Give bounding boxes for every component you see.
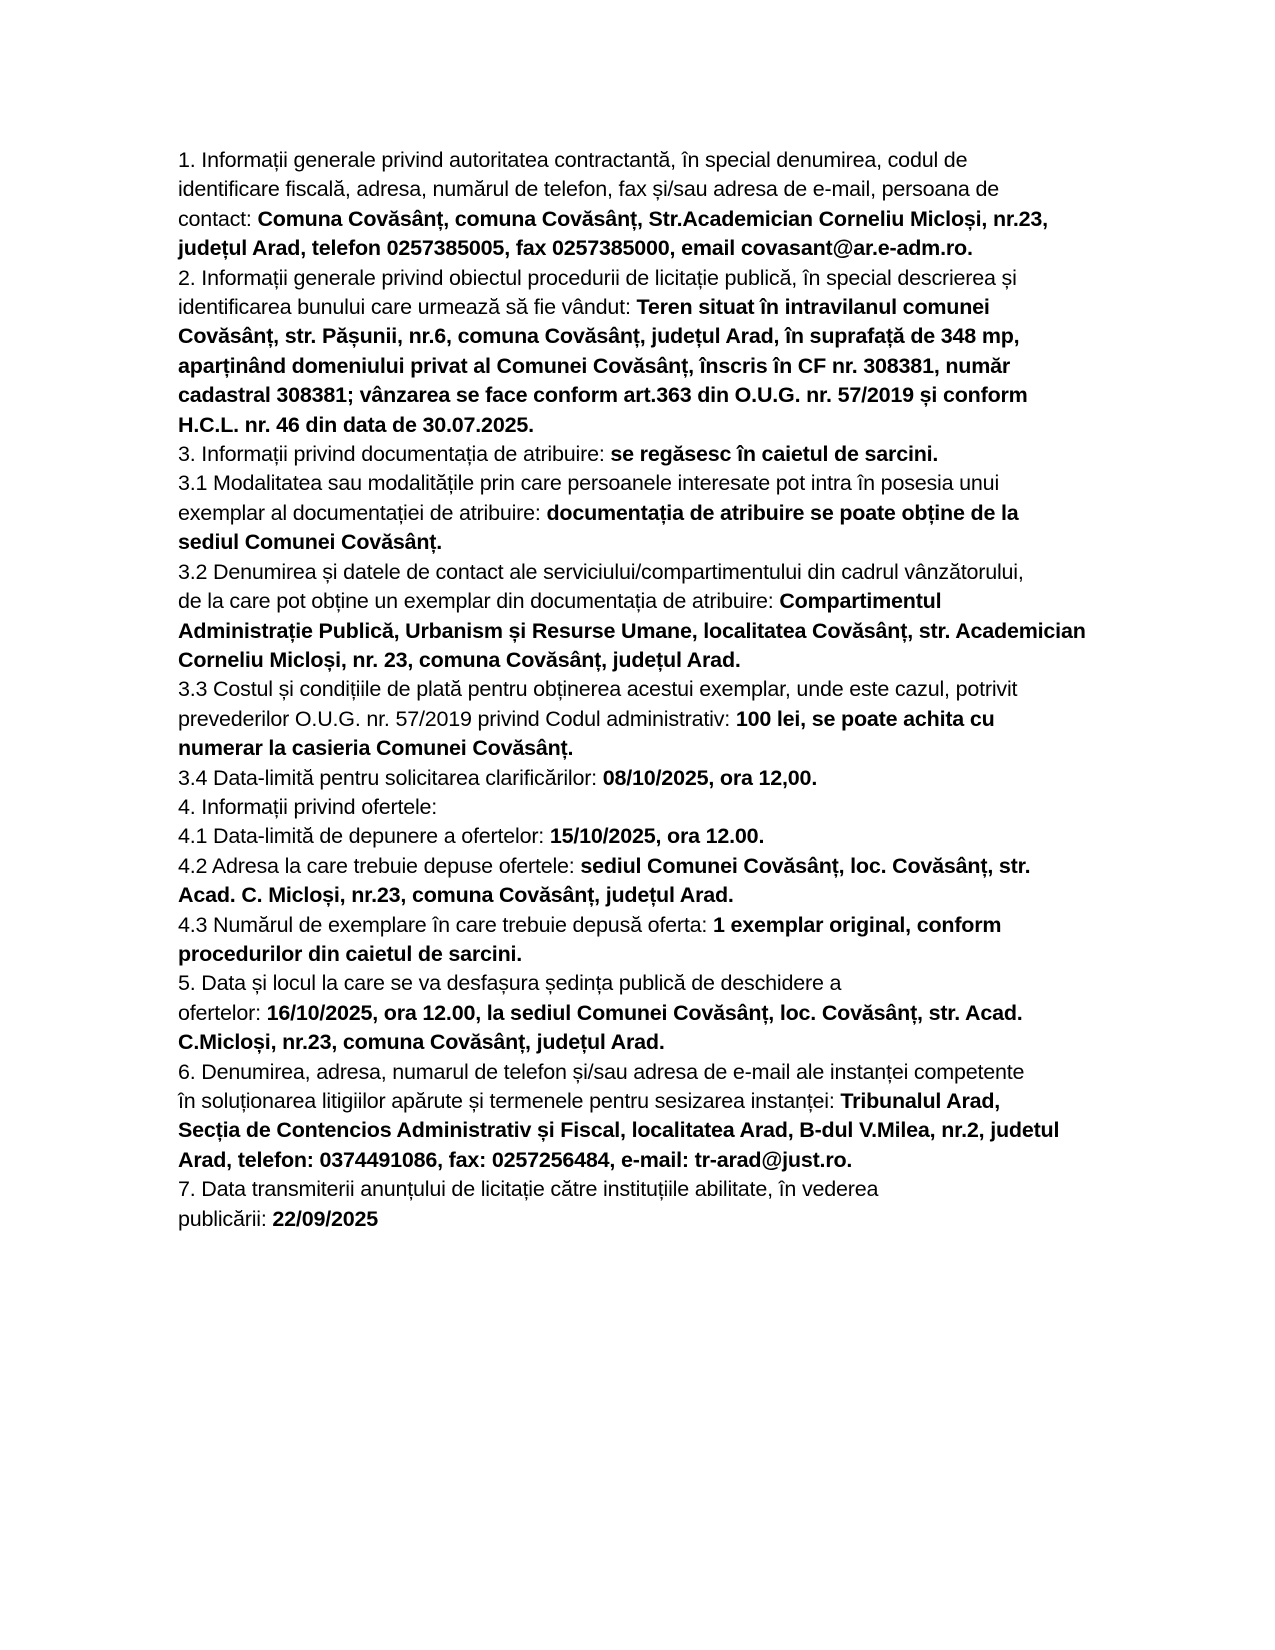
text-run: 6. Denumirea, adresa, numarul de telefon și/sau adresa de e-mail ale instanței competente [178,1059,1025,1084]
text-run: 15/10/2025, ora 12.00. [549,824,765,849]
text-run: identificarea bunului care urmează să fie vândut: [178,295,637,320]
text-line [178,793,1138,822]
text-line [178,999,1138,1028]
text-run: se regăsesc în caietul de sarcini. [610,442,939,467]
text-run: 4. Informații privind ofertele: [178,794,438,819]
text-line [178,352,1138,381]
text-run: prevederilor O.U.G. nr. 57/2019 privind Codul administrativ: [178,706,736,731]
text-run: numerar la casieria Comunei Covăsânț. [178,736,574,761]
text-run: 1 exemplar original, conform [712,912,1002,937]
text-run: 4.3 Numărul de exemplare în care trebuie depusă oferta: [178,912,713,937]
text-run: 3.4 Data-limită pentru solicitarea clarificărilor: [178,765,603,790]
text-line [178,969,1138,998]
text-run: aparținând domeniului privat al Comunei Covăsânț, înscris în CF nr. 308381, număr [178,353,1011,378]
text-line [178,764,1138,793]
text-line [178,528,1138,557]
text-line [178,617,1138,646]
text-run: Arad, telefon: 0374491086, fax: 0257256484, e-mail: tr-arad@just.ro. [178,1147,853,1172]
text-line [178,822,1138,851]
text-line [178,1146,1138,1175]
text-line [178,587,1138,616]
text-line [178,381,1138,410]
text-run: identificare fiscală, adresa, numărul de telefon, fax și/sau adresa de e-mail, persoana de [178,177,999,202]
text-run: 16/10/2025, ora 12.00, la sediul Comunei Covăsânț, loc. Covăsânț, str. Acad. [266,1000,1023,1025]
text-run: cadastral 308381; vânzarea se face conform art.363 din O.U.G. nr. 57/2019 și conform [178,383,1028,408]
text-line [178,499,1138,528]
text-run: 7. Data transmiterii anunțului de licitație către instituțiile abilitate, în vederea [178,1177,879,1202]
text-line [178,234,1138,263]
text-run: procedurilor din caietul de sarcini. [178,941,523,966]
text-run: Administrație Publică, Urbanism și Resurse Umane, localitatea Covăsânț, str. Academician [178,618,1086,643]
text-run: 3.2 Denumirea și datele de contact ale serviciului/compartimentului din cadrul vânzătorului, [178,559,1024,584]
text-run: Teren situat în intravilanul comunei [636,295,990,320]
text-run: documentația de atribuire se poate obține de la [546,500,1019,525]
text-run: 4.2 Adresa la care trebuie depuse ofertele: [178,853,581,878]
document-body [178,146,1138,1234]
text-line [178,734,1138,763]
text-run: Comuna Covăsânț, comuna Covăsânț, Str.Academician Corneliu Micloși, nr.23, [257,206,1048,231]
text-run: publicării: [178,1206,273,1231]
text-line [178,940,1138,969]
text-line [178,293,1138,322]
text-line [178,1087,1138,1116]
text-run: exemplar al documentației de atribuire: [178,500,547,525]
text-run: 3. Informații privind documentația de atribuire: [178,442,611,467]
text-line [178,205,1138,234]
text-run: Corneliu Micloși, nr. 23, comuna Covăsânț, județul Arad. [178,647,741,672]
text-line [178,175,1138,204]
text-run: contact: [178,206,258,231]
text-run: Tribunalul Arad, [840,1089,1001,1113]
text-line [178,675,1138,704]
text-run: 4.1 Data-limită de depunere a ofertelor: [178,824,550,849]
text-line [178,1205,1138,1234]
text-run: Secția de Contencios Administrativ și Fiscal, localitatea Arad, B-dul V.Milea, nr.2, judetul [178,1118,1060,1143]
text-line [178,1028,1138,1057]
text-run: județul Arad, telefon 0257385005, fax 0257385000, email covasant@ar.e-adm.ro. [178,236,973,261]
text-run: C.Micloși, nr.23, comuna Covăsânț, județul Arad. [178,1030,665,1055]
text-line [178,1116,1138,1145]
text-run: 22/09/2025 [272,1206,379,1231]
text-run: de la care pot obține un exemplar din documentația de atribuire: [178,589,780,614]
text-run: sediul Comunei Covăsânț, loc. Covăsânț, str. [580,853,1031,878]
text-line [178,558,1138,587]
text-run: Covăsânț, str. Pășunii, nr.6, comuna Covăsânț, județul Arad, în suprafață de 348 mp, [178,324,1020,349]
text-line [178,705,1138,734]
text-run: 08/10/2025, ora 12,00. [602,765,818,790]
text-run: 3.3 Costul și condițiile de plată pentru obținerea acestui exemplar, unde este cazul, potrivit [178,677,1018,702]
text-run: ofertelor: [178,1000,267,1025]
text-line [178,911,1138,940]
text-line [178,440,1138,469]
text-line [178,646,1138,675]
text-line [178,411,1138,440]
text-line [178,852,1138,881]
text-line [178,322,1138,351]
text-run: H.C.L. nr. 46 din data de 30.07.2025. [178,412,534,437]
text-line [178,881,1138,910]
text-line [178,1058,1138,1087]
text-run: Compartimentul [779,589,942,614]
text-run: Acad. C. Micloși, nr.23, comuna Covăsânț, județul Arad. [178,883,734,908]
text-run: sediul Comunei Covăsânț. [178,530,443,555]
text-line [178,264,1138,293]
text-run: 2. Informații generale privind obiectul procedurii de licitație publică, în special descrierea și [178,265,1017,290]
text-run: în soluționarea litigiilor apărute și termenele pentru sesizarea instanței: [178,1089,841,1113]
text-run: 1. Informații generale privind autoritatea contractantă, în special denumirea, codul de [178,148,968,172]
text-run: 5. Data și locul la care se va desfașura ședința publică de deschidere a [178,971,842,996]
text-run: 100 lei, se poate achita cu [735,706,995,731]
text-line [178,469,1138,498]
text-line [178,1175,1138,1204]
text-run: 3.1 Modalitatea sau modalitățile prin care persoanele interesate pot intra în posesia unui [178,471,1000,496]
text-line [178,146,1138,175]
